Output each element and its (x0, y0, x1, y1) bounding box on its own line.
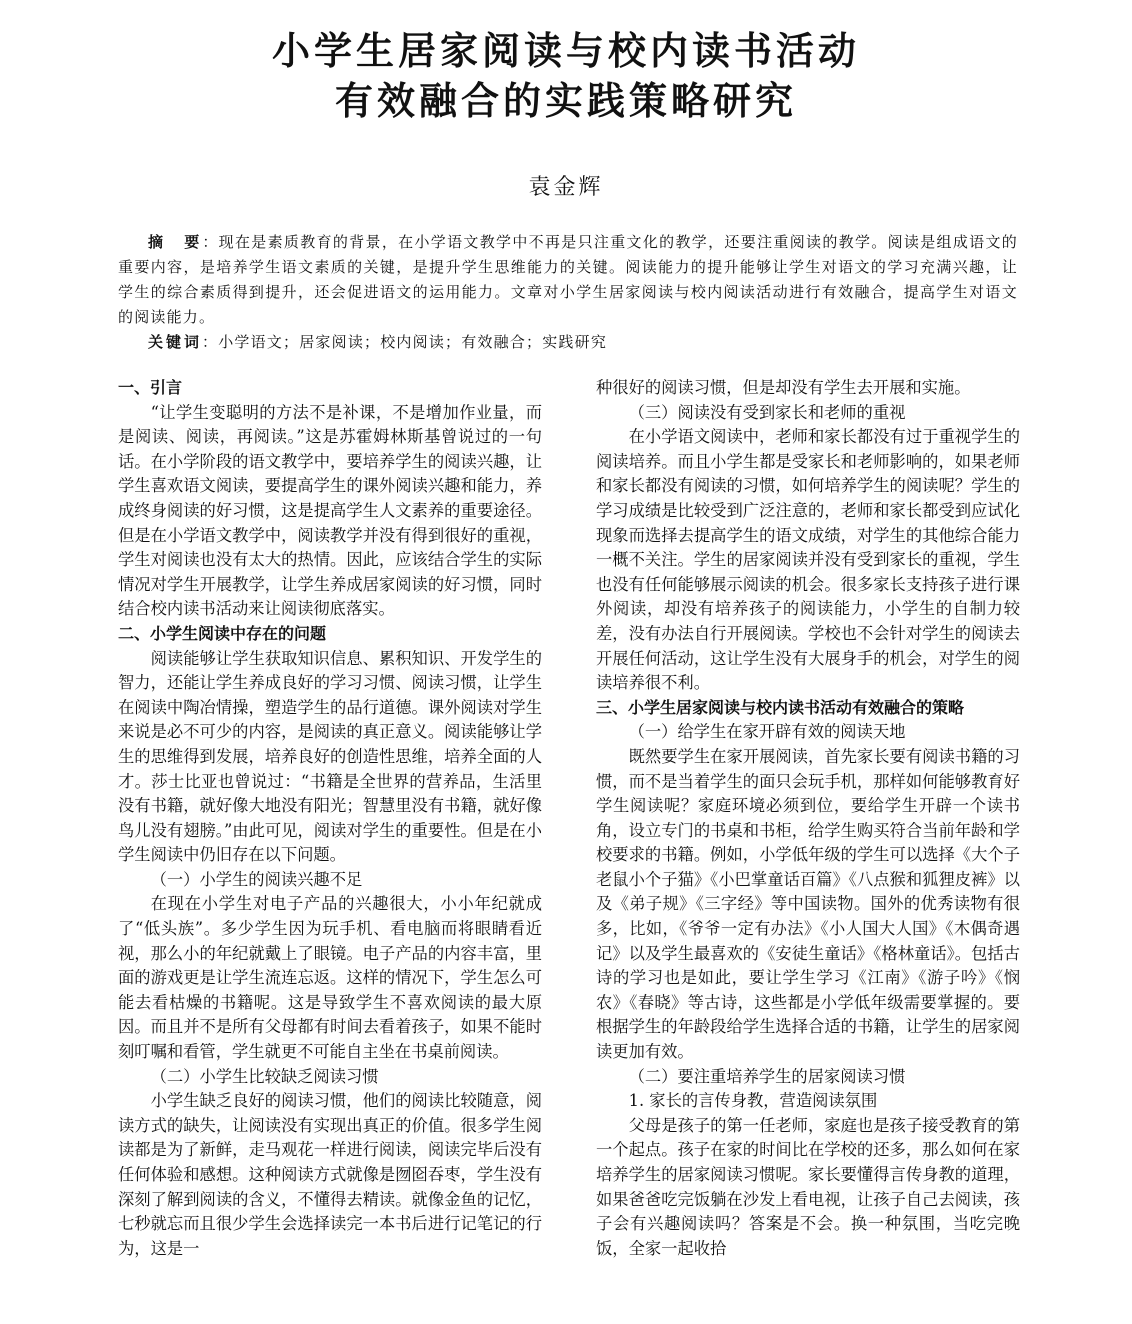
subsubsection-heading: 1. 家长的言传身教，营造阅读氛围 (628, 1091, 878, 1111)
body-paragraph: 父母是孩子的第一任老师，家庭也是孩子接受教育的第一个起点。孩子在家的时间比在学校的还多，那么如何在家培养学生的居家阅读习惯呢。家长要懂得言传身教的道理，如果爸爸吃完饭躺在沙发上看电视，让孩子自己去阅读，孩子会有兴趣阅读吗？答案是不会。换一种氛围，当吃完晚饭，全家一起收拾 (596, 1115, 1020, 1258)
abstract-paragraph (118, 230, 1018, 330)
body-paragraph: 小学生缺乏良好的阅读习惯，他们的阅读比较随意，阅读方式的缺失，让阅读没有实现出真正的价值。很多学生阅读都是为了新鲜，走马观花一样进行阅读，阅读完毕后没有任何体验和感想。这种阅读方式就像是囫囵吞枣，学生没有深刻了解到阅读的含义，不懂得去精读。就像金鱼的记忆，七秒就忘而且很少学生会选择读完一本书后进行记笔记的行为，这是一 (118, 1091, 542, 1258)
body-paragraph-continued: 种很好的阅读习惯，但是却没有学生去开展和实施。 (596, 378, 971, 397)
section-heading-2: 二、小学生阅读中存在的问题 (118, 623, 327, 643)
section-heading-3: 三、小学生居家阅读与校内读书活动有效融合的策略 (596, 697, 965, 717)
keywords-paragraph (118, 330, 1018, 355)
abstract-label: 摘 要 (148, 233, 203, 251)
abstract-block (118, 230, 1018, 355)
right-column (596, 376, 1020, 1261)
subsection-heading: （二）小学生比较缺乏阅读习惯 (150, 1066, 379, 1086)
body-paragraph: 在小学语文阅读中，老师和家长都没有过于重视学生的阅读培养。而且小学生都是受家长和老师影响的，如果老师和家长都没有阅读的习惯，如何培养学生的阅读呢？学生的学习成绩是比较受到广泛注意的，老师和家长都受到应试化现象而选择去提高学生的语文成绩，对学生的其他综合能力一概不关注。学生的居家阅读并没有受到家长的重视，学生也没有任何能够展示阅读的机会。很多家长支持孩子进行课外阅读，却没有培养孩子的阅读能力，小学生的自制力较差，没有办法自行开展阅读。学校也不会针对学生的阅读去开展任何活动，这让学生没有大展身手的机会，对学生的阅读培养很不利。 (596, 427, 1020, 693)
paper-title-line2: 有效融合的实践策略研究 (334, 79, 797, 123)
body-paragraph: 在现在小学生对电子产品的兴趣很大，小小年纪就成了“低头族”。多少学生因为玩手机、看电脑而将眼睛看近视，那么小的年纪就戴上了眼镜。电子产品的内容丰富，里面的游戏更是让学生流连忘返。这样的情况下，学生怎么可能去看枯燥的书籍呢。这是导致学生不喜欢阅读的最大原因。而且并不是所有父母都有时间去看着孩子，如果不能时刻叮嘱和看管，学生就更不可能自主坐在书桌前阅读。 (118, 894, 542, 1062)
body-paragraph: 既然要学生在家开展阅读，首先家长要有阅读书籍的习惯，而不是当着学生的面只会玩手机，那样如何能够教育好学生阅读呢？家庭环境必须到位，要给学生开辟一个读书角，设立专门的书桌和书柜，给学生购买符合当前年龄和学校要求的书籍。例如，小学低年级的学生可以选择《大个子老鼠小个子猫》《小巴掌童话百篇》《八点猴和狐狸皮裤》以及《弟子规》《三字经》等中国读物。国外的优秀读物有很多，比如，《爷爷一定有办法》《小人国大人国》《木偶奇遇记》以及学生最喜欢的《安徒生童话》《格林童话》。包括古诗的学习也是如此，要让学生学习《江南》《游子吟》《悯农》《春晓》等古诗，这些都是小学低年级需要掌握的。要根据学生的年龄段给学生选择合适的书籍，让学生的居家阅读更加有效。 (596, 746, 1020, 1062)
keywords-text: ：小学语文；居家阅读；校内阅读；有效融合；实践研究 (202, 333, 608, 351)
body-paragraph: “让学生变聪明的方法不是补课，不是增加作业量，而是阅读、阅读，再阅读。”这是苏霍姆林斯基曾说过的一句话。在小学阶段的语文教学中，要培养学生的阅读兴趣，让学生喜欢语文阅读，要提高学生的课外阅读兴趣和能力，养成终身阅读的好习惯，这是提高学生人文素养的重要途径。但是在小学语文教学中，阅读教学并没有得到很好的重视，学生对阅读也没有太大的热情。因此，应该结合学生的实际情况对学生开展教学，让学生养成居家阅读的好习惯，同时结合校内读书活动来让阅读彻底落实。 (118, 402, 542, 619)
abstract-text: ：现在是素质教育的背景，在小学语文教学中不再是只注重文化的教学，还要注重阅读的教学。阅读是组成语文的重要内容，是培养学生语文素质的关键，是提升学生思维能力的关键。阅读能力的提升能够让学生对语文的学习充满兴趣，让学生的综合素质得到提升，还会促进语文的运用能力。文章对小学生居家阅读与校内阅读活动进行有效融合，提高学生对语文的阅读能力。 (118, 233, 1018, 326)
body-paragraph: 阅读能够让学生获取知识信息、累积知识、开发学生的智力，还能让学生养成良好的学习习惯、阅读习惯，让学生在阅读中陶冶情操，塑造学生的品行道德。课外阅读对学生来说是必不可少的内容，是阅读的真正意义。阅读能够让学生的思维得到发展，培养良好的创造性思维，培养全面的人才。莎士比亚也曾说过：“书籍是全世界的营养品，生活里没有书籍，就好像大地没有阳光；智慧里没有书籍，就好像鸟儿没有翅膀。”由此可见，阅读对学生的重要性。但是在小学生阅读中仍旧存在以下问题。 (118, 648, 542, 865)
section-heading-1: 一、引言 (118, 378, 183, 397)
subsection-heading: （一）给学生在家开辟有效的阅读天地 (628, 722, 906, 742)
keywords-label: 关键词 (148, 333, 203, 351)
subsection-heading: （一）小学生的阅读兴趣不足 (150, 869, 363, 889)
subsection-heading: （三）阅读没有受到家长和老师的重视 (628, 402, 906, 422)
paper-title-line1: 小学生居家阅读与校内读书活动 (271, 29, 860, 73)
author-name: 袁金辉 (528, 175, 604, 200)
subsection-heading: （二）要注重培养学生的居家阅读习惯 (628, 1066, 906, 1086)
left-column (118, 376, 542, 1261)
